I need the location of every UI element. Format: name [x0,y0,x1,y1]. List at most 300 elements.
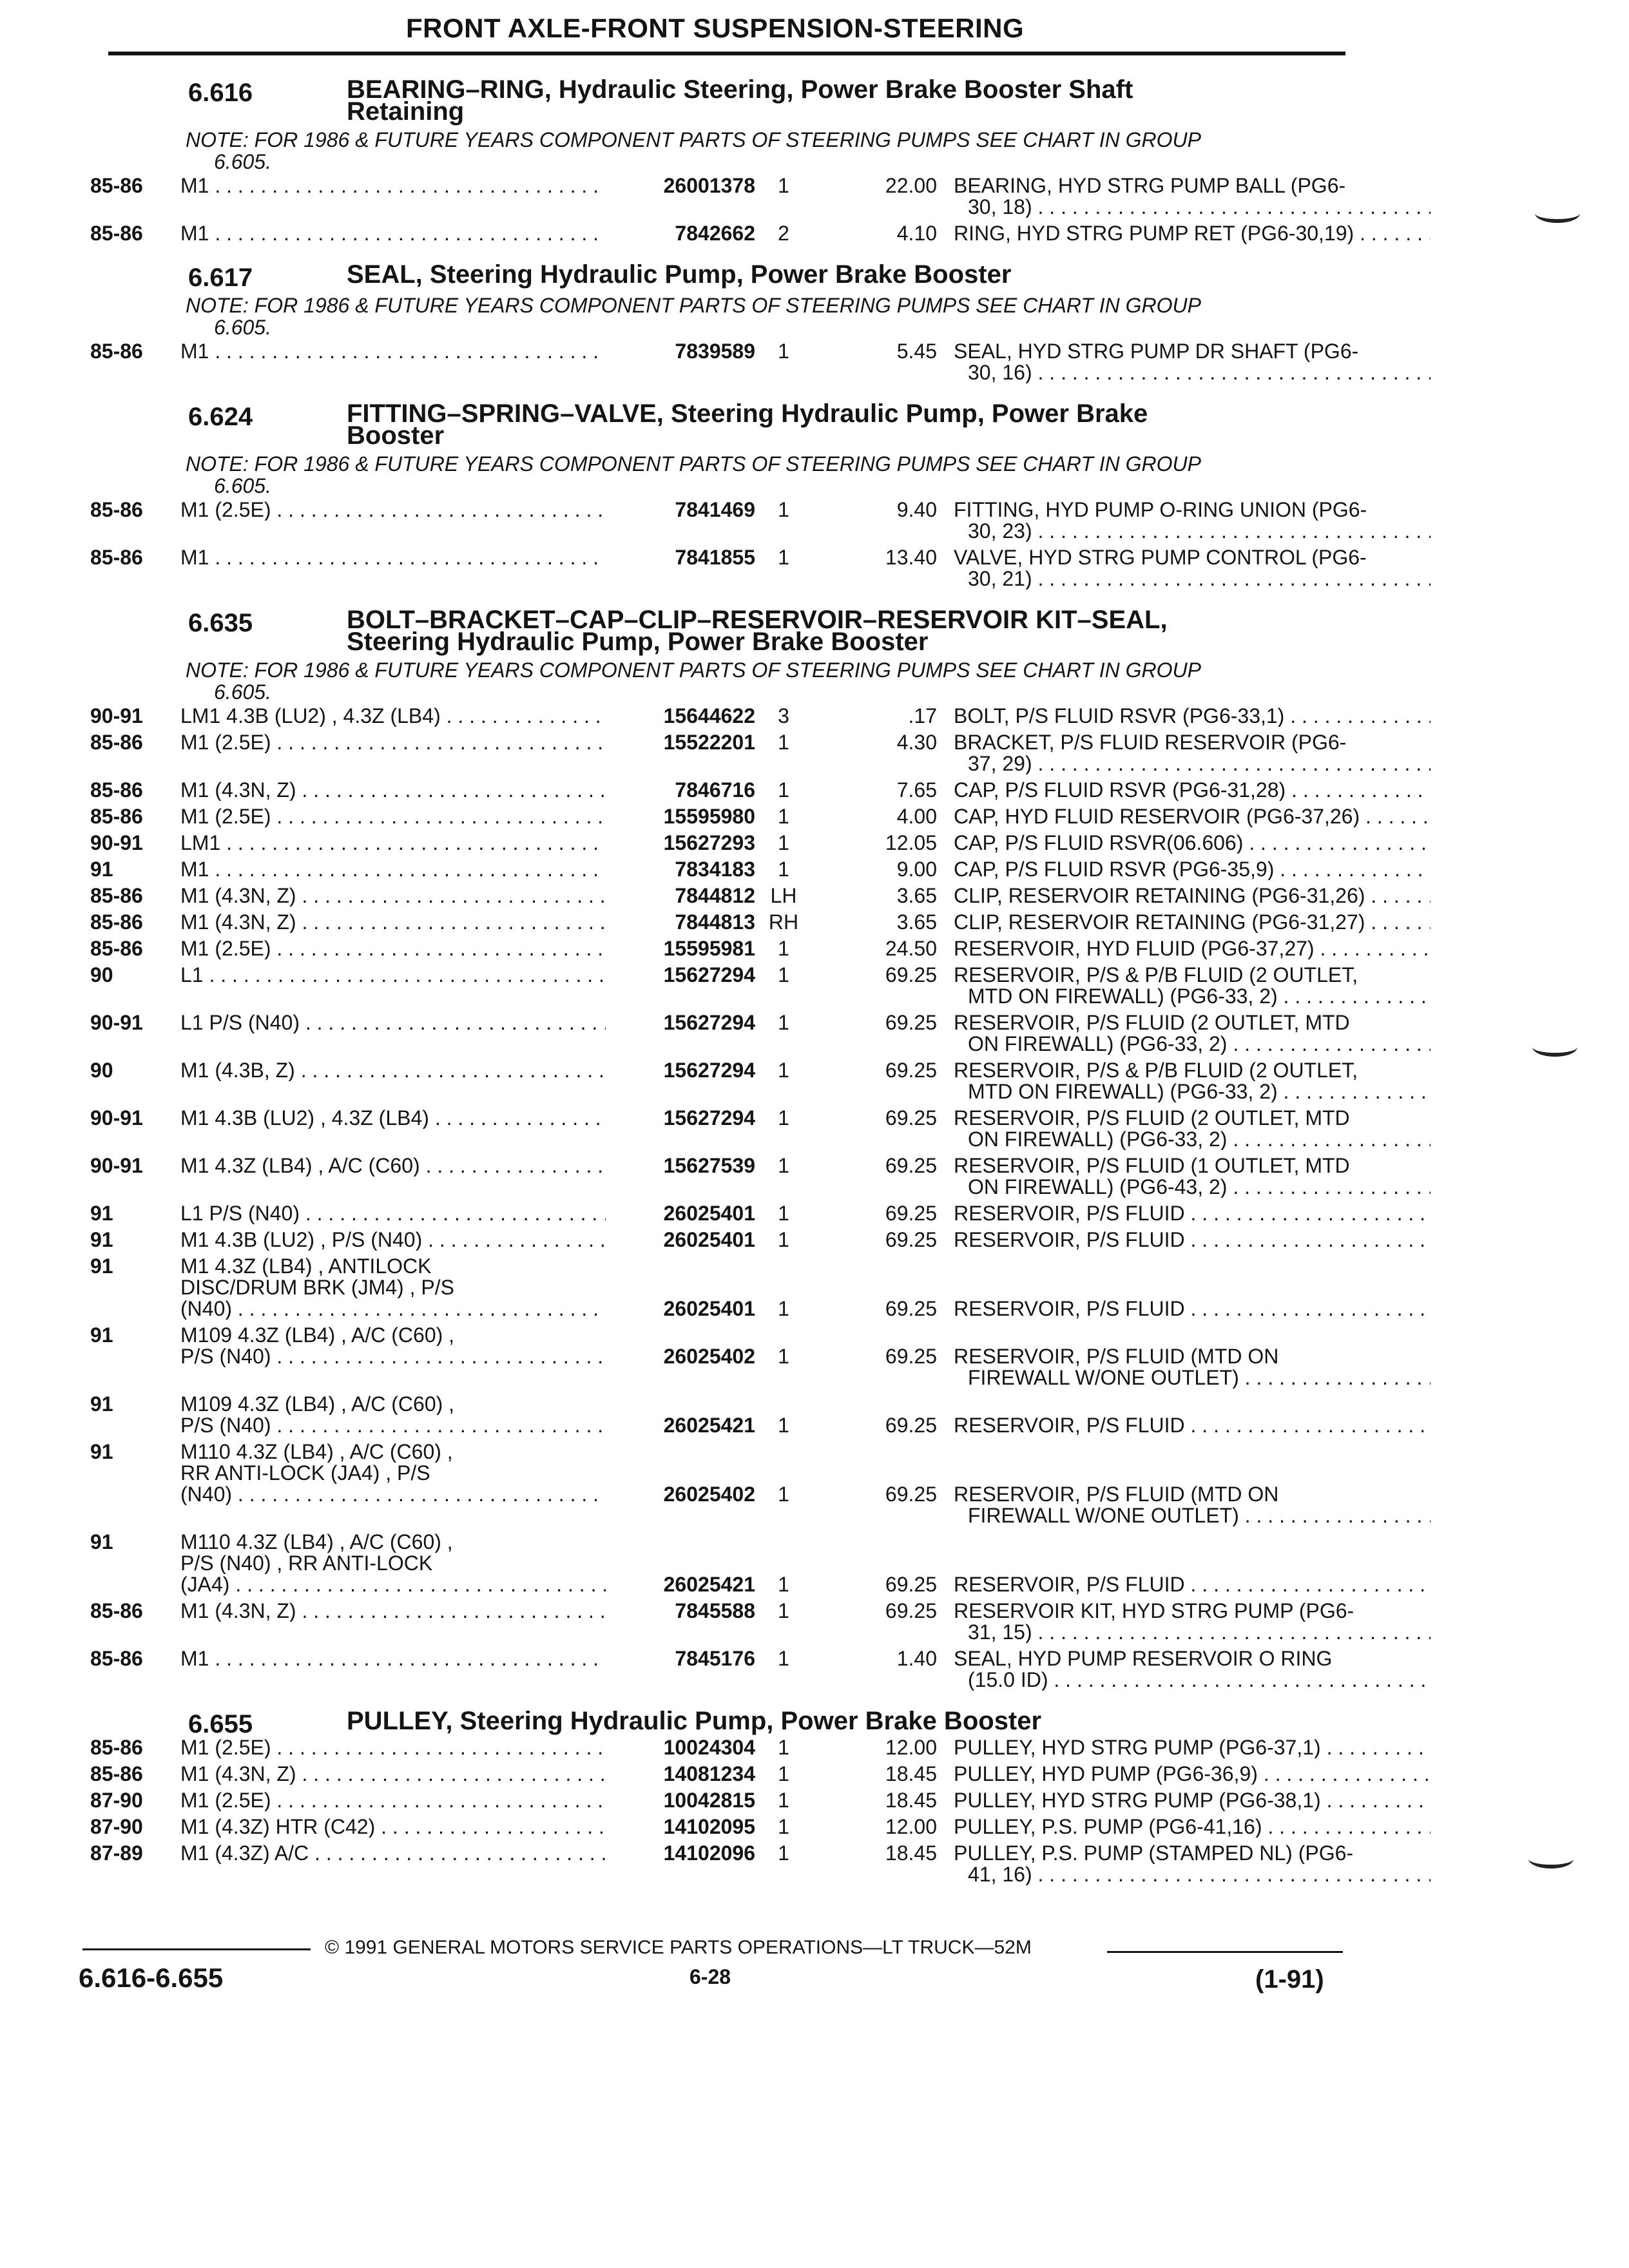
part-number: 15627294 [663,1059,755,1082]
footer-revision-date: (1-91) [1255,1965,1324,1994]
model-line: M1 4.3B (LU2) , P/S (N40) . . . [180,1229,606,1251]
price: 69.25 [885,1154,937,1177]
model-line: M1 (4.3B, Z) . . . [180,1060,606,1081]
model-years: 85-86 [90,937,143,960]
model-line: M1 (2.5E) . . . [180,938,606,959]
part-number: 26025402 [663,1345,755,1368]
quantity: 1 [778,1154,789,1177]
part-row [90,1790,1353,1814]
part-row [90,832,1353,856]
part-row [90,1108,1353,1153]
model-years: 90-91 [90,831,143,854]
model-line: M1 . . . [180,1648,606,1669]
quantity: 1 [778,1106,789,1129]
price: 1.40 [896,1647,937,1670]
section-title-line: Booster [347,421,445,450]
quantity: LH [770,884,797,907]
part-description [954,1600,1431,1643]
description-line: 30, 21) . . . [954,568,1431,590]
model-application [180,223,606,244]
part-row [90,223,1353,247]
price: 12.00 [885,1815,937,1838]
model-years: 91 [90,1228,113,1251]
quantity: 1 [778,1228,789,1251]
model-application [180,780,606,801]
model-line: M1 (4.3Z) HTR (C42) . . . [180,1816,606,1838]
model-line: LM1 4.3B (LU2) , 4.3Z (LB4) . . . [180,706,606,727]
section-title-line: BOLT–BRACKET–CAP–CLIP–RESERVOIR–RESERVOIR KIT–SEAL, [347,606,1168,634]
part-description [954,1415,1431,1436]
price: 7.65 [896,778,937,802]
note-line: NOTE: FOR 1986 & FUTURE YEARS COMPONENT PARTS OF STEERING PUMPS SEE CHART IN GROUP [186,452,1201,476]
price: 9.40 [896,498,937,521]
description-line: (15.0 ID) . . . [954,1669,1431,1691]
model-years: 85-86 [90,805,143,828]
price: 69.25 [885,1059,937,1082]
model-application [180,1203,606,1224]
description-line: ON FIREWALL) (PG6-33, 2) . . . [954,1129,1431,1150]
price: 69.25 [885,963,937,986]
part-description [954,912,1431,933]
section-note [186,659,1423,703]
model-application [180,732,606,753]
price: 18.45 [885,1841,937,1865]
model-years: 87-90 [90,1815,143,1838]
description-line: CLIP, RESERVOIR RETAINING (PG6-31,26) . . . [954,885,1431,907]
model-line: (N40) . . . [180,1484,606,1505]
model-application [180,706,606,727]
part-row [90,1012,1353,1057]
part-row [90,938,1353,962]
part-number: 15627294 [663,1011,755,1034]
model-line: M1 . . . [180,175,606,197]
section-title [347,601,1313,656]
model-application [180,499,606,521]
model-application [180,965,606,986]
model-years: 85-86 [90,498,143,521]
footer-copyright: © 1991 GENERAL MOTORS SERVICE PARTS OPERATIONS—LT TRUCK—52M [325,1937,1032,1958]
part-row [90,884,1365,909]
model-years: 85-86 [90,731,143,754]
model-years: 91 [90,1323,113,1347]
part-row [90,340,1359,386]
model-years: 85-86 [90,222,143,245]
part-description [954,1484,1431,1526]
model-line: M110 4.3Z (LB4) , A/C (C60) , [180,1532,453,1553]
quantity: 1 [778,174,789,197]
part-number: 10042815 [663,1789,755,1812]
quantity: 1 [778,1841,789,1865]
page-title: FRONT AXLE-FRONT SUSPENSION-STEERING [406,13,1025,43]
description-line: SEAL, HYD STRG PUMP DR SHAFT (PG6- [954,341,1359,362]
description-line: CAP, P/S FLUID RSVR(06.606) . . . [954,832,1431,854]
quantity: 1 [778,731,789,754]
section-number: 6.624 [188,403,253,431]
description-line: CAP, P/S FLUID RSVR (PG6-35,9) . . . [954,859,1431,880]
model-years: 91 [90,1392,113,1416]
part-description [954,1816,1431,1838]
part-row [90,498,1367,544]
part-number: 15627539 [663,1154,755,1177]
note-line: NOTE: FOR 1986 & FUTURE YEARS COMPONENT PARTS OF STEERING PUMPS SEE CHART IN GROUP [186,128,1201,151]
model-years: 90-91 [90,1106,143,1129]
description-line: 30, 18) . . . [954,197,1431,218]
model-application [180,341,606,362]
part-number: 14081234 [663,1762,755,1785]
model-line: M1 (4.3N, Z) . . . [180,1600,606,1622]
part-description [954,341,1431,383]
part-number: 15522201 [663,731,755,754]
part-description [954,732,1431,774]
model-line: M1 (2.5E) . . . [180,732,606,753]
quantity: 1 [778,498,789,521]
part-row [90,175,1353,220]
quantity: 1 [778,546,789,569]
part-number: 26025402 [663,1483,755,1506]
section-title-line: Steering Hydraulic Pump, Power Brake Booster [347,628,929,656]
section-heading [90,601,1353,656]
description-line: 30, 16) . . . [954,362,1431,383]
part-description [954,1648,1431,1691]
part-row [90,1203,1353,1227]
note-line: 6.605. [214,150,271,173]
part-row [90,910,1365,936]
part-description [954,1012,1431,1055]
description-line: 37, 29) . . . [954,753,1431,774]
model-line: M1 (4.3Z) A/C . . . [180,1843,606,1864]
section-title-line: FITTING–SPRING–VALVE, Steering Hydraulic Pump, Power Brake [347,399,1148,428]
part-row [90,546,1367,592]
quantity: 1 [778,1815,789,1838]
quantity: 1 [778,1647,789,1670]
description-line: FIREWALL W/ONE OUTLET) . . . [954,1505,1431,1526]
section-title [347,395,1313,450]
part-row [90,1648,1353,1693]
model-line: M1 . . . [180,547,606,568]
model-line: M1 4.3B (LU2) , 4.3Z (LB4) . . . [180,1108,606,1129]
quantity: 2 [778,222,789,245]
model-line: DISC/DRUM BRK (JM4) , P/S [180,1277,454,1298]
quantity: 1 [778,1736,789,1759]
model-line: M1 (4.3N, Z) . . . [180,885,606,907]
model-application [180,1763,606,1785]
part-number: 15644622 [663,704,755,727]
description-line: MTD ON FIREWALL) (PG6-33, 2) . . . [954,986,1431,1007]
model-years: 91 [90,1440,113,1463]
model-application [180,1060,606,1081]
model-years: 91 [90,1254,113,1278]
part-row [90,859,1353,883]
part-row [90,1441,1353,1529]
section-title-line: SEAL, Steering Hydraulic Pump, Power Brake Booster [347,260,1012,289]
model-line: M1 . . . [180,223,606,244]
part-description [954,1574,1431,1595]
price: 3.65 [896,910,937,934]
header-rule [108,52,1345,55]
part-number: 7842662 [675,222,755,245]
part-row [90,805,1360,830]
quantity: 1 [778,1789,789,1812]
model-line: M109 4.3Z (LB4) , A/C (C60) , [180,1394,455,1415]
quantity: 1 [778,805,789,828]
model-years: 85-86 [90,1736,143,1759]
description-line: 30, 23) . . . [954,521,1431,542]
footer-section-range: 6.616-6.655 [79,1963,224,1993]
section-heading [90,1702,1353,1738]
part-description [954,547,1431,590]
part-number: 26025401 [663,1202,755,1225]
description-line: FIREWALL W/ONE OUTLET) . . . [954,1367,1431,1389]
model-years: 91 [90,1530,113,1553]
section-note [186,453,1423,497]
description-line: RESERVOIR, P/S FLUID (2 OUTLET, MTD [954,1012,1350,1033]
model-application [180,1108,606,1129]
model-years: 85-86 [90,340,143,363]
part-number: 15595980 [663,805,755,828]
model-application [180,1155,606,1177]
model-application [180,1600,606,1622]
model-line: M1 (2.5E) . . . [180,806,606,827]
model-line: P/S (N40) . . . [180,1415,606,1436]
description-line: FITTING, HYD PUMP O-RING UNION (PG6- [954,499,1367,521]
quantity: 1 [778,831,789,854]
model-years: 87-90 [90,1789,143,1812]
description-line: 31, 15) . . . [954,1622,1431,1643]
part-number: 26025421 [663,1414,755,1437]
part-number: 7834183 [675,858,755,881]
description-line: SEAL, HYD PUMP RESERVOIR O RING [954,1648,1333,1669]
description-line: RESERVOIR, P/S FLUID . . . [954,1298,1431,1320]
part-row [90,1843,1353,1888]
model-line: LM1 . . . [180,832,606,854]
description-line: RESERVOIR, P/S FLUID . . . [954,1574,1431,1595]
description-line: RESERVOIR, HYD FLUID (PG6-37,27) . . . [954,938,1431,959]
model-line: M1 (4.3N, Z) . . . [180,1763,606,1785]
section-number: 6.617 [188,264,253,292]
description-line: MTD ON FIREWALL) (PG6-33, 2) . . . [954,1081,1431,1102]
part-description [954,885,1431,907]
description-line: ON FIREWALL) (PG6-43, 2) . . . [954,1177,1431,1198]
section-title-line: BEARING–RING, Hydraulic Steering, Power Brake Booster Shaft [347,75,1133,104]
price: 24.50 [885,937,937,960]
part-description [954,780,1431,801]
model-line: M1 (2.5E) . . . [180,1790,606,1811]
model-years: 90-91 [90,1011,143,1034]
quantity: 1 [778,1483,789,1506]
section-title-line: Retaining [347,97,465,126]
price: 4.00 [896,805,937,828]
model-years: 85-86 [90,1762,143,1785]
part-number: 10024304 [663,1736,755,1759]
price: 69.25 [885,1106,937,1129]
part-number: 7846716 [675,778,755,802]
model-years: 90-91 [90,1154,143,1177]
part-row [90,1763,1353,1787]
part-description [954,175,1431,218]
section-heading [90,395,1353,450]
part-row [90,1059,1358,1105]
quantity: 1 [778,1599,789,1622]
part-number: 7845588 [675,1599,755,1622]
part-row [90,1155,1353,1200]
model-application [180,806,606,827]
part-number: 15595981 [663,937,755,960]
part-description [954,1346,1431,1389]
section-number: 6.655 [188,1710,253,1738]
model-line: M109 4.3Z (LB4) , A/C (C60) , [180,1325,455,1346]
model-years: 91 [90,858,113,881]
model-application [180,938,606,959]
part-row [90,1816,1353,1840]
description-line: BRACKET, P/S FLUID RESERVOIR (PG6- [954,732,1347,753]
description-line: RESERVOIR, P/S FLUID (MTD ON [954,1484,1279,1505]
part-row [90,780,1353,803]
part-description [954,832,1431,854]
description-line: RESERVOIR, P/S FLUID . . . [954,1229,1431,1251]
note-line: NOTE: FOR 1986 & FUTURE YEARS COMPONENT PARTS OF STEERING PUMPS SEE CHART IN GROUP [186,294,1201,317]
part-number: 14102095 [663,1815,755,1838]
part-row [90,1229,1353,1253]
model-application [180,1012,606,1033]
quantity: 1 [778,1414,789,1437]
model-application [180,1790,606,1811]
model-years: 91 [90,1202,113,1225]
footer-rule-left [82,1948,311,1950]
price: 22.00 [885,174,937,197]
model-application [180,1256,606,1320]
part-row [90,1532,1353,1598]
description-line: BEARING, HYD STRG PUMP BALL (PG6- [954,175,1346,197]
model-line: L1 P/S (N40) . . . [180,1012,606,1033]
price: 69.25 [885,1573,937,1596]
description-line: PULLEY, P.S. PUMP (PG6-41,16) . . . [954,1816,1431,1838]
description-line: 41, 16) . . . [954,1864,1431,1885]
part-row [90,706,1353,729]
part-number: 14102096 [663,1841,755,1865]
model-line: (N40) . . . [180,1298,606,1320]
quantity: 1 [778,1202,789,1225]
model-years: 85-86 [90,1647,143,1670]
description-line: RESERVOIR KIT, HYD STRG PUMP (PG6- [954,1600,1354,1622]
part-row [90,1737,1353,1761]
part-description [954,1155,1431,1198]
quantity: 1 [778,778,789,802]
model-application [180,175,606,197]
price: 18.45 [885,1789,937,1812]
model-application [180,885,606,907]
price: .17 [908,704,937,727]
price: 4.30 [896,731,937,754]
price: 69.25 [885,1297,937,1320]
price: 3.65 [896,884,937,907]
price: 12.00 [885,1736,937,1759]
model-application [180,1325,606,1367]
quantity: 3 [778,704,789,727]
quantity: 1 [778,858,789,881]
description-line: RESERVOIR, P/S & P/B FLUID (2 OUTLET, [954,1060,1358,1081]
parts-listing [90,62,1367,1888]
model-application [180,1532,606,1595]
footer-rule-right [1107,1951,1343,1953]
model-line: P/S (N40) , RR ANTI-LOCK [180,1553,433,1574]
note-line: 6.605. [214,316,271,339]
note-line: NOTE: FOR 1986 & FUTURE YEARS COMPONENT PARTS OF STEERING PUMPS SEE CHART IN GROUP [186,658,1201,682]
model-years: 85-86 [90,174,143,197]
model-years: 85-86 [90,778,143,802]
price: 4.10 [896,222,937,245]
description-line: PULLEY, HYD STRG PUMP (PG6-38,1) . . . [954,1790,1431,1811]
model-application [180,1441,606,1505]
model-line: M110 4.3Z (LB4) , A/C (C60) , [180,1441,453,1463]
quantity: RH [768,910,799,934]
section-number: 6.635 [188,609,253,637]
description-line: RESERVOIR, P/S & P/B FLUID (2 OUTLET, [954,965,1358,986]
section-heading [90,71,1353,126]
section-heading [90,256,1353,292]
part-description [954,965,1431,1007]
part-description [954,223,1431,244]
description-line: RING, HYD STRG PUMP RET (PG6-30,19) . . . [954,223,1431,244]
description-line: VALVE, HYD STRG PUMP CONTROL (PG6- [954,547,1367,568]
description-line: PULLEY, HYD STRG PUMP (PG6-37,1) . . . [954,1737,1431,1758]
note-line: 6.605. [214,680,271,704]
quantity: 1 [778,1011,789,1034]
model-line: M1 . . . [180,341,606,362]
model-years: 85-86 [90,1599,143,1622]
binder-margin-mark [1528,1849,1574,1869]
model-line: M1 4.3Z (LB4) , ANTILOCK [180,1256,432,1277]
quantity: 1 [778,937,789,960]
part-number: 7844813 [675,910,755,934]
part-description [954,1737,1431,1758]
part-row [90,963,1358,1010]
price: 13.40 [885,546,937,569]
model-application [180,1229,606,1251]
model-application [180,912,606,933]
section-title [347,256,1313,289]
model-application [180,832,606,854]
price: 9.00 [896,858,937,881]
price: 12.05 [885,831,937,854]
note-line: 6.605. [214,474,271,497]
description-line: RESERVOIR, P/S FLUID (MTD ON [954,1346,1279,1367]
model-line: M1 (4.3N, Z) . . . [180,780,606,801]
description-line: RESERVOIR, P/S FLUID . . . [954,1415,1431,1436]
part-description [954,499,1431,542]
part-description [954,1298,1431,1320]
quantity: 1 [778,1059,789,1082]
model-line: L1 P/S (N40) . . . [180,1203,606,1224]
description-line: RESERVOIR, P/S FLUID (1 OUTLET, MTD [954,1155,1350,1177]
model-line: P/S (N40) . . . [180,1346,606,1367]
price: 5.45 [896,340,937,363]
part-number: 26025421 [663,1573,755,1596]
quantity: 1 [778,963,789,986]
part-number: 15627293 [663,831,755,854]
part-number: 7839589 [675,340,755,363]
model-application [180,859,606,880]
part-description [954,859,1431,880]
part-number: 7841469 [675,498,755,521]
part-number: 15627294 [663,1106,755,1129]
part-row [90,732,1353,777]
description-line: ON FIREWALL) (PG6-33, 2) . . . [954,1033,1431,1055]
part-description [954,938,1431,959]
part-description [954,1229,1431,1251]
price: 69.25 [885,1599,937,1622]
section-note [186,129,1423,173]
section-title [347,1702,1313,1735]
